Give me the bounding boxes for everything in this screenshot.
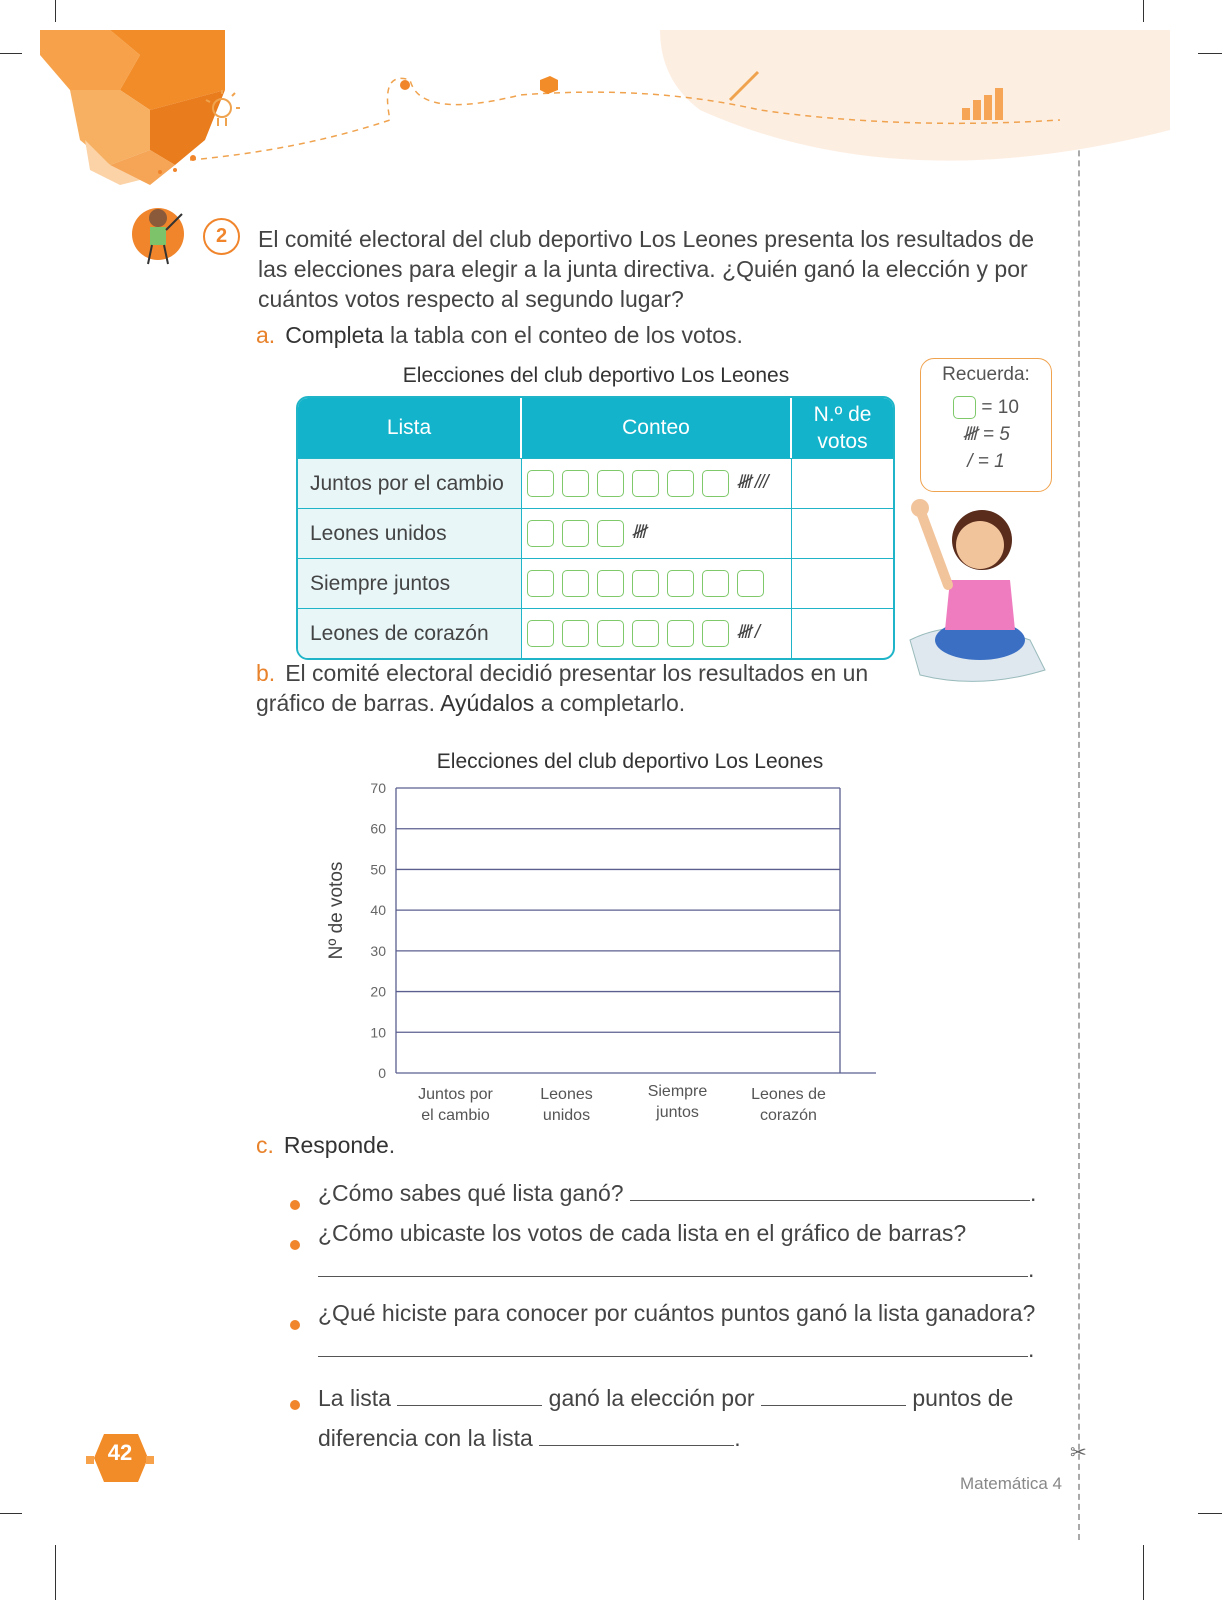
ten-box-icon [702, 470, 729, 497]
list-name: Leones unidos [298, 508, 522, 558]
question-c2-text: ¿Cómo ubicaste los votos de cada lista en el gráfico de barras? [318, 1220, 967, 1246]
q4-text-c: puntos de [912, 1385, 1014, 1411]
x-tick-label: Siempre [647, 1083, 708, 1100]
part-b-text: El comité electoral decidió presentar los resultados en un gráfico de barras. [256, 660, 869, 716]
answer-line[interactable] [539, 1445, 734, 1446]
table-row [298, 558, 893, 608]
scissors-icon: ✂ [1070, 1442, 1087, 1464]
reminder-box-value: = 10 [981, 397, 1019, 418]
y-tick-label: 30 [370, 942, 386, 959]
answer-line[interactable] [397, 1405, 542, 1406]
ten-box-icon [597, 520, 624, 547]
ten-box-icon [632, 470, 659, 497]
question-c1-text: ¿Cómo sabes qué lista ganó? [318, 1180, 624, 1206]
x-tick-label: Leones [540, 1086, 593, 1103]
tally-count [522, 508, 792, 558]
x-tick-label: Leones de [751, 1086, 826, 1103]
question-c1 [318, 1178, 1038, 1208]
question-c3-text: ¿Qué hiciste para conocer por cuántos puntos ganó la lista ganadora? [318, 1300, 1036, 1326]
votes-input-cell[interactable] [792, 558, 893, 608]
ten-box-icon [632, 570, 659, 597]
ten-box-icon [527, 570, 554, 597]
tally-count [522, 558, 792, 608]
cube-stack-icon [40, 30, 225, 185]
part-c-letter: c. [256, 1132, 274, 1158]
ten-box-icon [667, 470, 694, 497]
answer-line[interactable] [630, 1200, 1030, 1201]
part-b-verb: Ayúdalos [440, 690, 535, 716]
table-row [298, 458, 893, 508]
ten-box-icon [702, 620, 729, 647]
part-b-letter: b. [256, 660, 276, 686]
ten-box-icon [527, 620, 554, 647]
part-b-instruction [256, 658, 876, 718]
q4-text-a: La lista [318, 1385, 391, 1411]
bullet [290, 1320, 300, 1330]
x-tick-label: unidos [542, 1107, 591, 1124]
answer-line[interactable] [761, 1405, 906, 1406]
header-decoration [0, 0, 1222, 200]
ten-box-icon [737, 570, 764, 597]
y-tick-label: 50 [370, 861, 386, 878]
q4-text-b: ganó la elección por [548, 1385, 755, 1411]
x-tick-label: el cambio [421, 1107, 490, 1124]
x-tick-label: corazón [760, 1107, 817, 1124]
part-a-instruction [256, 320, 743, 350]
girl-illustration [900, 490, 1050, 690]
period: . [1028, 1256, 1035, 1282]
table-title: Elecciones del club deportivo Los Leones [402, 364, 790, 387]
table-row [298, 608, 893, 658]
crop-mark [1143, 1545, 1144, 1600]
tally-marks: 𝍸 [631, 521, 646, 543]
part-a-letter: a. [256, 322, 276, 348]
table-row [298, 508, 893, 558]
chart-title: Elecciones del club deportivo Los Leones [436, 750, 824, 773]
y-axis-label: Nº de votos [326, 861, 347, 960]
y-tick-label: 70 [370, 780, 386, 796]
votes-input-cell[interactable] [792, 508, 893, 558]
y-tick-label: 20 [370, 983, 386, 1000]
cut-line [1078, 30, 1080, 1540]
bullet [290, 1400, 300, 1410]
tally-count [522, 608, 792, 658]
bullet [290, 1200, 300, 1210]
q4-text-d: diferencia con la lista [318, 1425, 533, 1451]
ten-box-icon [667, 570, 694, 597]
ten-box-icon [562, 520, 589, 547]
ten-box-icon [562, 470, 589, 497]
bullet [290, 1240, 300, 1250]
list-name: Leones de corazón [298, 608, 522, 658]
part-b-text-end: a completarlo. [534, 690, 686, 716]
period: . [734, 1425, 741, 1451]
votes-input-cell[interactable] [792, 608, 893, 658]
ten-box-icon [597, 620, 624, 647]
tally-marks: 𝍸 /// [736, 471, 768, 493]
ten-box-icon [597, 570, 624, 597]
tally-table [296, 396, 895, 660]
part-a-verb: Completa [285, 322, 384, 348]
ten-box-icon [562, 570, 589, 597]
ten-box-icon [597, 470, 624, 497]
tally-count [522, 458, 792, 508]
part-c-dot: . [388, 1132, 396, 1158]
answer-line[interactable] [318, 1356, 1028, 1357]
ten-box-icon [527, 470, 554, 497]
answer-row [318, 1254, 1038, 1284]
question-c4 [318, 1378, 1038, 1458]
ten-box-icon [702, 570, 729, 597]
answer-line[interactable] [318, 1276, 1028, 1277]
reminder-one-value: / = 1 [967, 451, 1005, 472]
y-tick-label: 10 [370, 1024, 386, 1041]
crop-mark [1198, 1513, 1222, 1514]
y-tick-label: 60 [370, 820, 386, 837]
x-tick-label: Juntos por [418, 1086, 493, 1103]
y-tick-label: 40 [370, 902, 386, 919]
period: . [1028, 1336, 1035, 1362]
part-c-instruction [256, 1130, 395, 1160]
list-name: Siempre juntos [298, 558, 522, 608]
ten-box-icon [667, 620, 694, 647]
question-c3 [318, 1298, 1058, 1328]
part-a-text: la tabla con el conteo de los votos. [383, 322, 743, 348]
page-number: 42 [107, 1440, 133, 1465]
student-avatar [130, 200, 192, 270]
ten-box-icon [527, 520, 554, 547]
header-lista: Lista [298, 398, 522, 458]
bar-chart [300, 770, 900, 1130]
book-title: Matemática 4 [959, 1474, 1062, 1493]
votes-input-cell[interactable] [792, 458, 893, 508]
reminder-title: Recuerda: [942, 364, 1030, 385]
period: . [1029, 1180, 1037, 1206]
tally-marks: 𝍸 / [736, 621, 760, 643]
question-c2 [318, 1218, 1038, 1248]
ten-box-icon [562, 620, 589, 647]
question-number: 2 [203, 218, 240, 255]
reminder-bubble [920, 358, 1052, 492]
answer-row [318, 1334, 1038, 1364]
header-votos: N.º de votos [792, 398, 893, 458]
header-conteo: Conteo [522, 398, 792, 458]
crop-mark [55, 1545, 56, 1600]
cube-icon [540, 76, 558, 94]
list-name: Juntos por el cambio [298, 458, 522, 508]
x-tick-label: juntos [656, 1104, 699, 1121]
ten-box-icon [632, 620, 659, 647]
question-text: El comité electoral del club deportivo Los Leones presenta los resultados de las elecciones para elegir a la junta directiva. ¿Quién ganó la elección y por cuántos votos respecto al segundo lugar? [258, 226, 1035, 312]
crop-mark [0, 1513, 22, 1514]
reminder-five-value: 𝍸 = 5 [962, 424, 1010, 445]
ten-box-icon [953, 396, 976, 419]
y-tick-label: 0 [378, 1065, 386, 1081]
part-c-verb: Responde [283, 1132, 389, 1158]
